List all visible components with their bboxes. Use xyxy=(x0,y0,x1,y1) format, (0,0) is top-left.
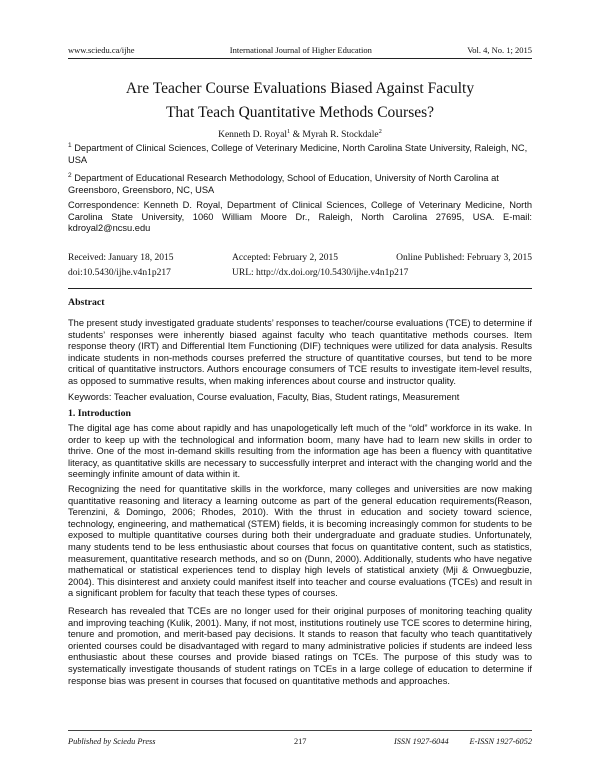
online-date: Online Published: February 3, 2015 xyxy=(396,253,532,263)
journal-name: International Journal of Higher Education xyxy=(229,45,372,55)
keywords: Keywords: Teacher evaluation, Course evaluation, Faculty, Bias, Student ratings, Measurement xyxy=(68,392,460,402)
accepted-date: Accepted: February 2, 2015 xyxy=(232,253,339,263)
doi: doi:10.5430/ijhe.v4n1p217 xyxy=(68,268,171,278)
publisher: Published by Sciedu Press xyxy=(68,737,156,746)
correspondence: Correspondence: Kenneth D. Royal, Department of Clinical Sciences, College of Veterinary Medicine, North Carolina State University, 1060 William Moore Dr., Raleigh, North Carolina 27695, USA. E-mail: kdroyal2@ncsu.edu xyxy=(68,200,532,234)
footer-divider xyxy=(68,730,532,731)
abstract-text: The present study investigated graduate students’ responses to teacher/course evaluations (TCE) to determine if students’ responses were inherently biased against faculty who teach quantitative methods courses. Item response theory (IRT) and Differential Item Functioning (DIF) techniques were utilized for data analysis. Results indicate students in non-methods courses preferred the structure of quantitative courses, but tend to be more critical of quantitative instructors. Authors encourage consumers of TCE results to investigate item-level results, as opposed to summative results, when making inferences about course and instructor quality. xyxy=(68,318,532,386)
abstract-heading: Abstract xyxy=(68,297,105,308)
header-divider xyxy=(68,58,532,59)
journal-website[interactable]: www.sciedu.ca/ijhe xyxy=(68,45,135,55)
running-header xyxy=(68,45,532,55)
issn: ISSN 1927-6044 xyxy=(394,737,449,746)
author-1: Kenneth D. Royal xyxy=(218,130,287,141)
article-title-line-2: That Teach Quantitative Methods Courses? xyxy=(165,104,435,121)
affiliation-1-marker: 1 xyxy=(68,142,72,149)
received-date: Received: January 18, 2015 xyxy=(68,253,174,263)
intro-paragraph-1: The digital age has come about rapidly and has unapologetically left much of the “old” workforce in its wake. In order to keep up with the technological and information boom, many have had to learn new skills in order to thrive. One of the most in-demand skills resulting from the information age has been a fluency with quantitative literacy, as quantitative skills are necessary to successfully interpret and interact with the changing world and the seemingly infinite amount of data within it. xyxy=(68,423,532,480)
affiliation-1-text: Department of Clinical Sciences, College of Veterinary Medicine, North Carolina State University, Raleigh, NC, USA xyxy=(68,143,528,165)
affiliation-1 xyxy=(68,140,532,166)
introduction-heading: 1. Introduction xyxy=(68,408,131,419)
author-1-marker: 1 xyxy=(286,128,291,135)
affiliation-2-text: Department of Educational Research Methodology, School of Education, University of North Carolina at Greensboro, Greensboro, NC, USA xyxy=(68,173,499,195)
metadata-divider xyxy=(68,288,532,289)
page-number: 217 xyxy=(294,737,307,746)
author-separator: & xyxy=(290,130,303,141)
volume-info: Vol. 4, No. 1; 2015 xyxy=(467,45,532,55)
affiliation-2 xyxy=(68,170,532,196)
author-2: Myrah R. Stockdale xyxy=(302,130,379,141)
author-line xyxy=(68,128,532,140)
affiliation-2-marker: 2 xyxy=(68,172,72,179)
doi-url[interactable]: URL: http://dx.doi.org/10.5430/ijhe.v4n1p217 xyxy=(232,268,409,278)
intro-paragraph-2: Recognizing the need for quantitative skills in the workforce, many colleges and universities are now making quantitative reasoning and literacy a learning outcome as part of the general education requirements(Reason, Terenzini, & Domingo, 2006; Rhodes, 2010). With the thrust in education and society toward science, technology, engineering, and mathematical (STEM) fields, it is becoming increasingly common for students to be exposed to multiple quantitative courses during both their undergraduate and graduate studies. Unfortunately, many students tend to be less enthusiastic about courses that focus on quantitative content, such as statistics, measurement, quantitative research methods, and so on (Dunn, 2000). Additionally, students who have negative mathematical or statistical experiences tend to display high levels of statistical anxiety (Mji & Onwuegbuzie, 2004). This disinterest and anxiety could manifest itself into teacher and course evaluations (TCEs) and result in a significant problem for faculty that teach these types of courses. xyxy=(68,484,532,599)
eissn: E-ISSN 1927-6052 xyxy=(469,737,532,746)
author-2-marker: 2 xyxy=(378,128,382,135)
intro-paragraph-3: Research has revealed that TCEs are no longer used for their original purposes of monitoring teaching quality and improving teaching (Kulik, 2001). Many, if not most, institutions routinely use TCE scores to determine hiring, tenure and promotion, and merit-based pay decisions. It stands to reason that faculty who teach quantitatively oriented courses could be disadvantaged with regard to many administrative policies if students are indeed less enthusiastic about these courses and provide biased ratings on TCEs. The purpose of this study was to systematically investigate thousands of student ratings on TCEs in a large college of education to determine if response bias was present in courses that focused on quantitative methods and approaches. xyxy=(68,606,532,686)
article-title-line-1: Are Teacher Course Evaluations Biased Against Faculty xyxy=(125,80,475,97)
